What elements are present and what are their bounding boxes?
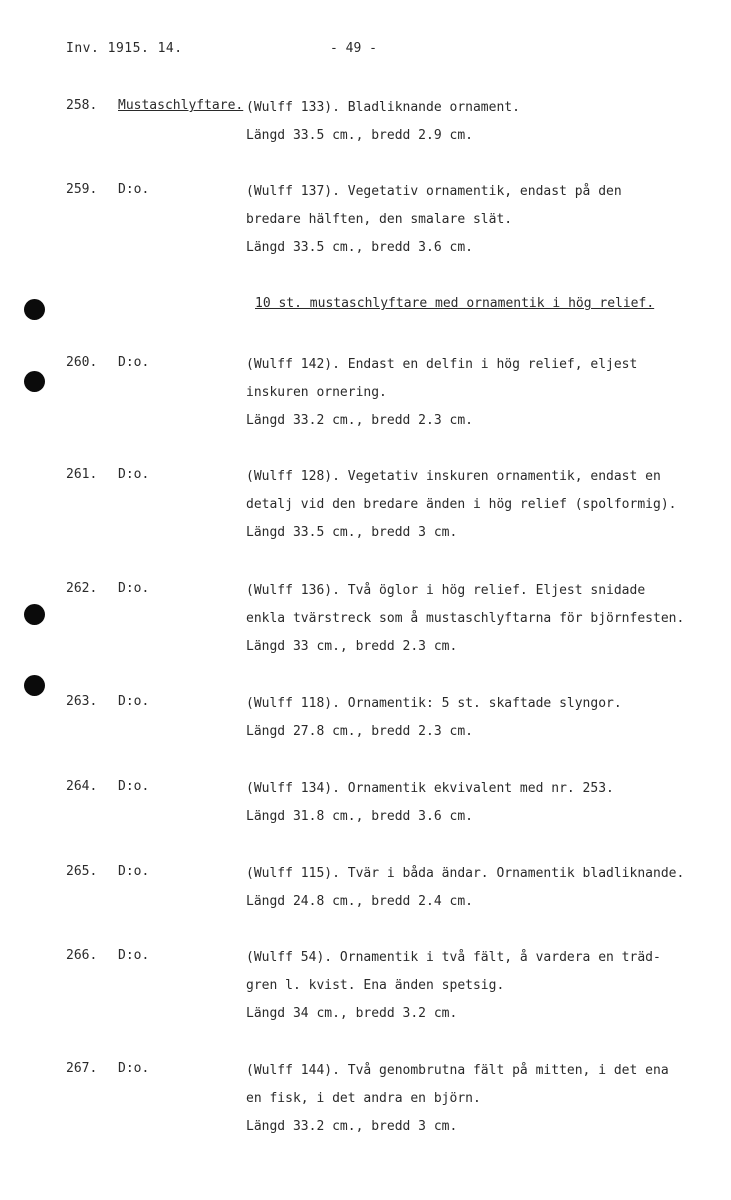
entry-number: 258. xyxy=(66,98,98,113)
entry-name: D:o. xyxy=(118,948,150,963)
description-line: Längd 27.8 cm., bredd 2.3 cm. xyxy=(246,724,473,739)
page-header xyxy=(66,41,706,61)
page-number: - 49 - xyxy=(330,41,377,56)
description-line: (Wulff 118). Ornamentik: 5 st. skaftade slyngor. xyxy=(246,696,622,711)
entry-number: 259. xyxy=(66,182,98,197)
description-line: Längd 34 cm., bredd 3.2 cm. xyxy=(246,1006,458,1021)
description-line: gren l. kvist. Ena änden spetsig. xyxy=(246,978,505,993)
description-line: (Wulff 133). Bladliknande ornament. xyxy=(246,100,520,115)
entry-number: 267. xyxy=(66,1061,98,1076)
description-line: (Wulff 142). Endast en delfin i hög relief, eljest xyxy=(246,357,638,372)
description-line: (Wulff 134). Ornamentik ekvivalent med nr. 253. xyxy=(246,781,614,796)
description-line: Längd 31.8 cm., bredd 3.6 cm. xyxy=(246,809,473,824)
description-line: (Wulff 128). Vegetativ inskuren ornamentik, endast en xyxy=(246,469,661,484)
description-line: (Wulff 137). Vegetativ ornamentik, endast på den xyxy=(246,184,622,199)
entry-name: D:o. xyxy=(118,1061,150,1076)
description-line: (Wulff 144). Två genombrutna fält på mitten, i det ena xyxy=(246,1063,669,1078)
description-line: bredare hälften, den smalare slät. xyxy=(246,212,513,227)
description-line: inskuren ornering. xyxy=(246,385,387,400)
punch-hole xyxy=(24,299,45,320)
entry-description xyxy=(246,98,726,154)
description-line: Längd 33 cm., bredd 2.3 cm. xyxy=(246,639,458,654)
description-line: Längd 33.5 cm., bredd 3 cm. xyxy=(246,525,458,540)
entry-name: D:o. xyxy=(118,864,150,879)
entry-description xyxy=(246,182,726,266)
entry-name: D:o. xyxy=(118,355,150,370)
entry-number: 261. xyxy=(66,467,98,482)
entry-number: 266. xyxy=(66,948,98,963)
entry-name: D:o. xyxy=(118,581,150,596)
punch-hole xyxy=(24,675,45,696)
description-line: (Wulff 54). Ornamentik i två fält, å vardera en träd- xyxy=(246,950,661,965)
description-line: (Wulff 136). Två öglor i hög relief. Eljest snidade xyxy=(246,583,646,598)
entry-description xyxy=(246,948,726,1032)
entry-number: 263. xyxy=(66,694,98,709)
entry-description xyxy=(246,864,726,920)
entry-description xyxy=(246,355,726,439)
description-line: (Wulff 115). Tvär i båda ändar. Ornamentik bladliknande. xyxy=(246,866,685,881)
entry-number: 262. xyxy=(66,581,98,596)
description-line: enkla tvärstreck som å mustaschlyftarna för björnfesten. xyxy=(246,611,685,626)
entry-description xyxy=(246,467,726,551)
description-line: detalj vid den bredare änden i hög relief (spolformig). xyxy=(246,497,677,512)
description-line: Längd 33.5 cm., bredd 3.6 cm. xyxy=(246,240,473,255)
entry-name: D:o. xyxy=(118,467,150,482)
entry-number: 264. xyxy=(66,779,98,794)
entry-number: 260. xyxy=(66,355,98,370)
entry-name: D:o. xyxy=(118,182,150,197)
entry-name: D:o. xyxy=(118,694,150,709)
entry-description xyxy=(246,581,726,665)
description-line: Längd 33.5 cm., bredd 2.9 cm. xyxy=(246,128,473,143)
entry-description xyxy=(246,779,726,835)
description-line: Längd 33.2 cm., bredd 3 cm. xyxy=(246,1119,458,1134)
description-line: Längd 33.2 cm., bredd 2.3 cm. xyxy=(246,413,473,428)
inventory-reference: Inv. 1915. 14. xyxy=(66,41,183,56)
entry-name: Mustaschlyftare. xyxy=(118,98,244,113)
punch-hole xyxy=(24,604,45,625)
section-heading: 10 st. mustaschlyftare med ornamentik i hög relief. xyxy=(255,296,655,311)
entry-number: 265. xyxy=(66,864,98,879)
description-line: Längd 24.8 cm., bredd 2.4 cm. xyxy=(246,894,473,909)
description-line: en fisk, i det andra en björn. xyxy=(246,1091,481,1106)
entry-name: D:o. xyxy=(118,779,150,794)
entry-description xyxy=(246,694,726,750)
entry-description xyxy=(246,1061,726,1145)
punch-hole xyxy=(24,371,45,392)
